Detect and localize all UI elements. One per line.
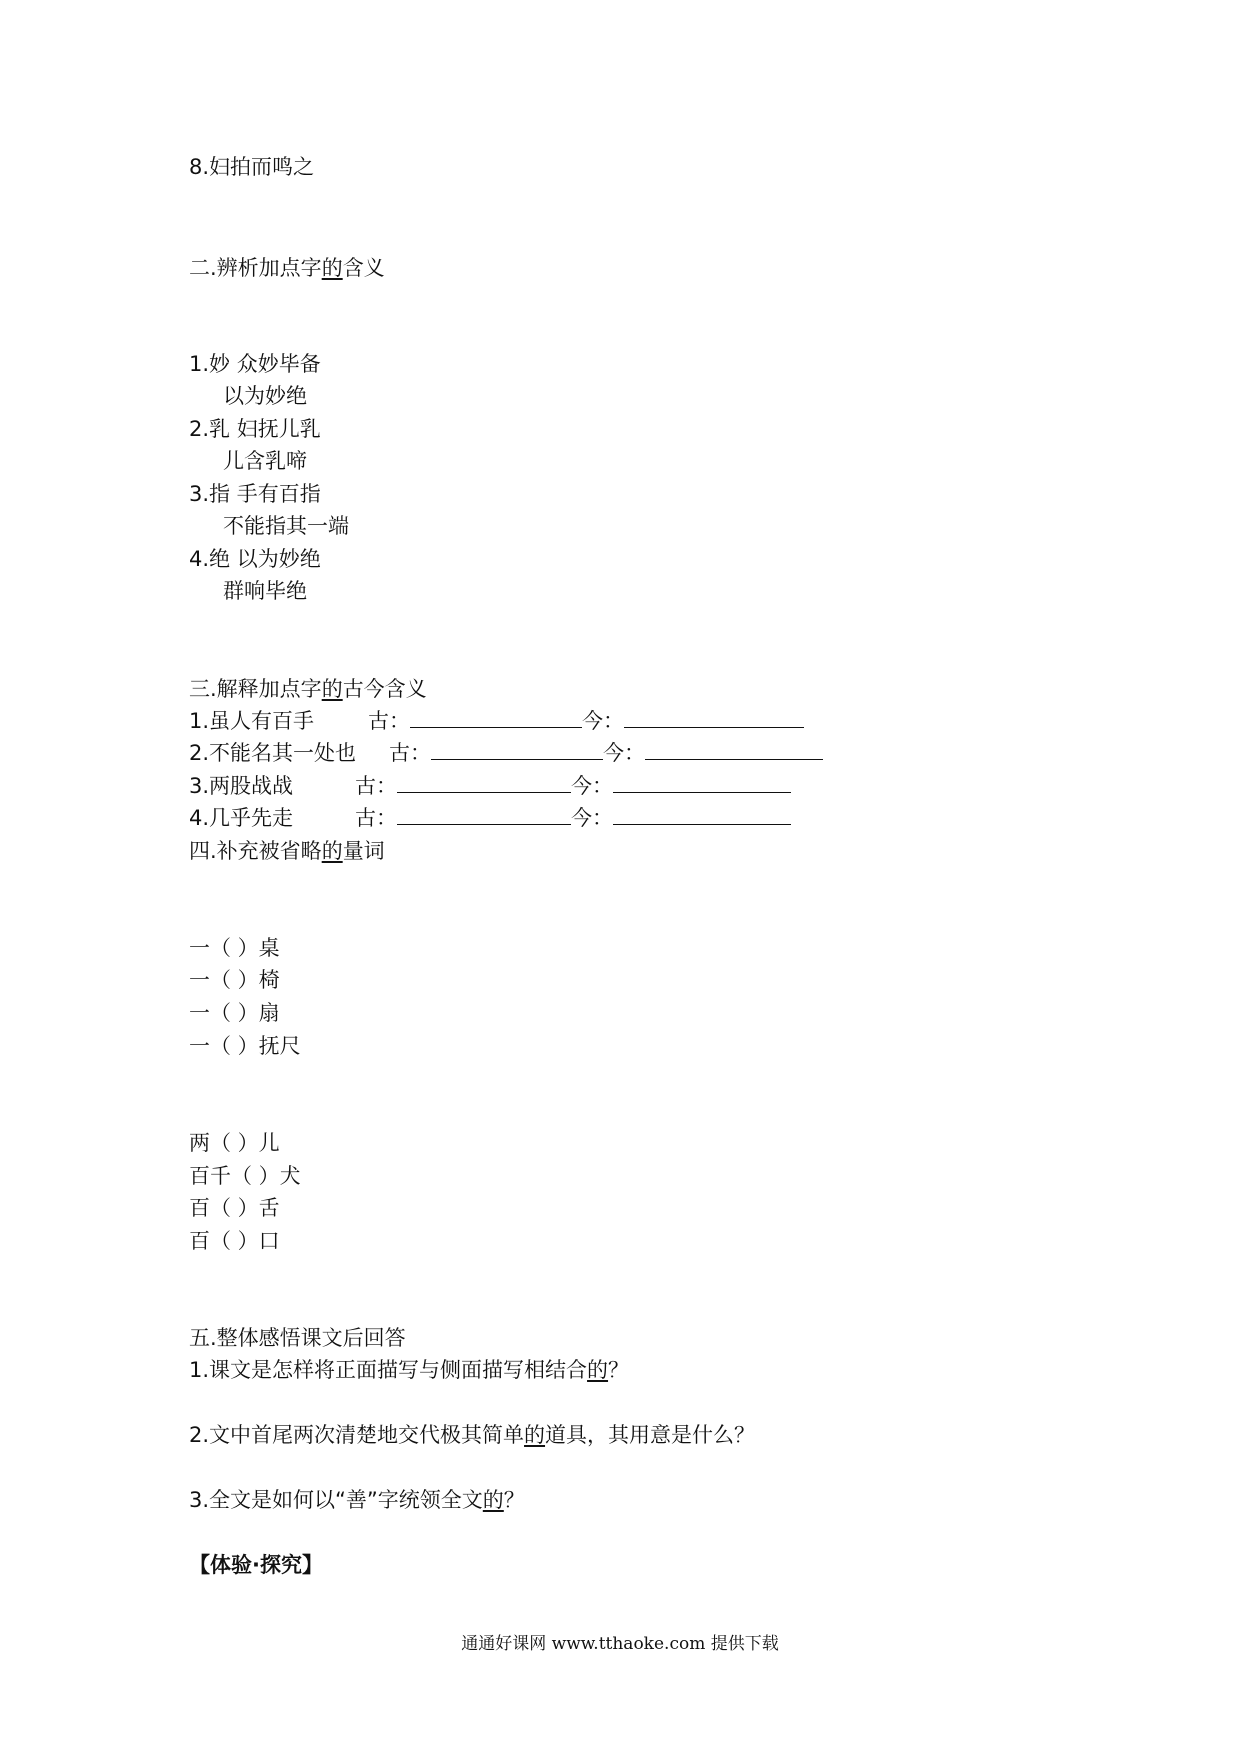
heading-text: 三.解释加点字 (189, 677, 322, 701)
section-3-heading (189, 675, 427, 703)
s3-word: 4.几乎先走 (189, 806, 294, 830)
s2-item: 4.绝 以为妙绝 (189, 547, 321, 571)
s4-item: 一（ ）椅 (189, 968, 280, 992)
answer-blank[interactable] (397, 804, 571, 825)
s3-row (189, 772, 791, 800)
s2-item: 2.乳 妇抚儿乳 (189, 417, 321, 441)
s2-item: 群响毕绝 (223, 579, 307, 603)
question-text: ？ (503, 1488, 525, 1512)
s2-item: 以为妙绝 (223, 384, 307, 408)
s3-word: 2.不能名其一处也 (189, 741, 357, 765)
jin-label: 今： (603, 741, 645, 765)
s3-row (189, 804, 791, 832)
s4-item: 百（ ）舌 (189, 1196, 280, 1220)
s2-item: 3.指 手有百指 (189, 482, 321, 506)
page-footer: 通通好课网 www.tthaoke.com 提供下载 (461, 1634, 779, 1654)
answer-blank[interactable] (624, 707, 804, 728)
s4-item: 两（ ）儿 (189, 1131, 280, 1155)
s3-word: 1.虽人有百手 (189, 709, 315, 733)
question-text: ？ (608, 1358, 630, 1382)
heading-text: 四.补充被省略 (189, 839, 322, 863)
question-text: 2.文中首尾两次清楚地交代极其简单 (189, 1423, 525, 1447)
heading-text: 古今含义 (342, 677, 427, 701)
s3-row (189, 707, 804, 735)
s4-item: 一（ ）抚尺 (189, 1034, 301, 1058)
heading-text: 量词 (342, 839, 385, 863)
s2-item: 1.妙 众妙毕备 (189, 352, 321, 376)
s4-item: 一（ ）扇 (189, 1001, 280, 1025)
answer-blank[interactable] (397, 772, 571, 793)
jin-label: 今： (571, 806, 613, 830)
s3-word: 3.两股战战 (189, 774, 294, 798)
answer-blank[interactable] (645, 739, 823, 760)
section-5-heading: 五.整体感悟课文后回答 (189, 1326, 406, 1350)
underlined-char: 的 (321, 256, 343, 280)
answer-blank[interactable] (431, 739, 603, 760)
question-text: 3.全文是如何以“善”字统领全文 (189, 1488, 483, 1512)
underlined-char: 的 (321, 677, 343, 701)
heading-text: 含义 (342, 256, 385, 280)
s4-item: 百（ ）口 (189, 1229, 280, 1253)
section-2-heading (189, 254, 385, 282)
s5-question-2 (189, 1421, 755, 1449)
s4-item: 百千（ ）犬 (189, 1164, 301, 1188)
question-text: 1.课文是怎样将正面描写与侧面描写相结合 (189, 1358, 588, 1382)
s5-question-3 (189, 1486, 525, 1514)
gu-label: 古： (389, 741, 431, 765)
underlined-char: 的 (321, 839, 343, 863)
answer-blank[interactable] (410, 707, 582, 728)
s3-row (189, 739, 823, 767)
jin-label: 今： (571, 774, 613, 798)
s4-item: 一（ ）桌 (189, 936, 280, 960)
s2-item: 儿含乳啼 (223, 449, 307, 473)
gu-label: 古： (355, 774, 397, 798)
question-text: 道具，其用意是什么？ (545, 1423, 756, 1447)
underlined-char: 的 (587, 1358, 609, 1382)
underlined-char: 的 (482, 1488, 504, 1512)
s5-question-1 (189, 1356, 629, 1384)
answer-blank[interactable] (613, 804, 791, 825)
answer-blank[interactable] (613, 772, 791, 793)
jin-label: 今： (582, 709, 624, 733)
heading-text: 二.辨析加点字 (189, 256, 322, 280)
gu-label: 古： (368, 709, 410, 733)
gu-label: 古： (355, 806, 397, 830)
s2-item: 不能指其一端 (223, 514, 349, 538)
question-8: 8.妇拍而鸣之 (189, 155, 315, 179)
section-4-heading (189, 837, 385, 865)
underlined-char: 的 (524, 1423, 546, 1447)
section-tiyan-heading: 【体验·探究】 (189, 1553, 323, 1577)
